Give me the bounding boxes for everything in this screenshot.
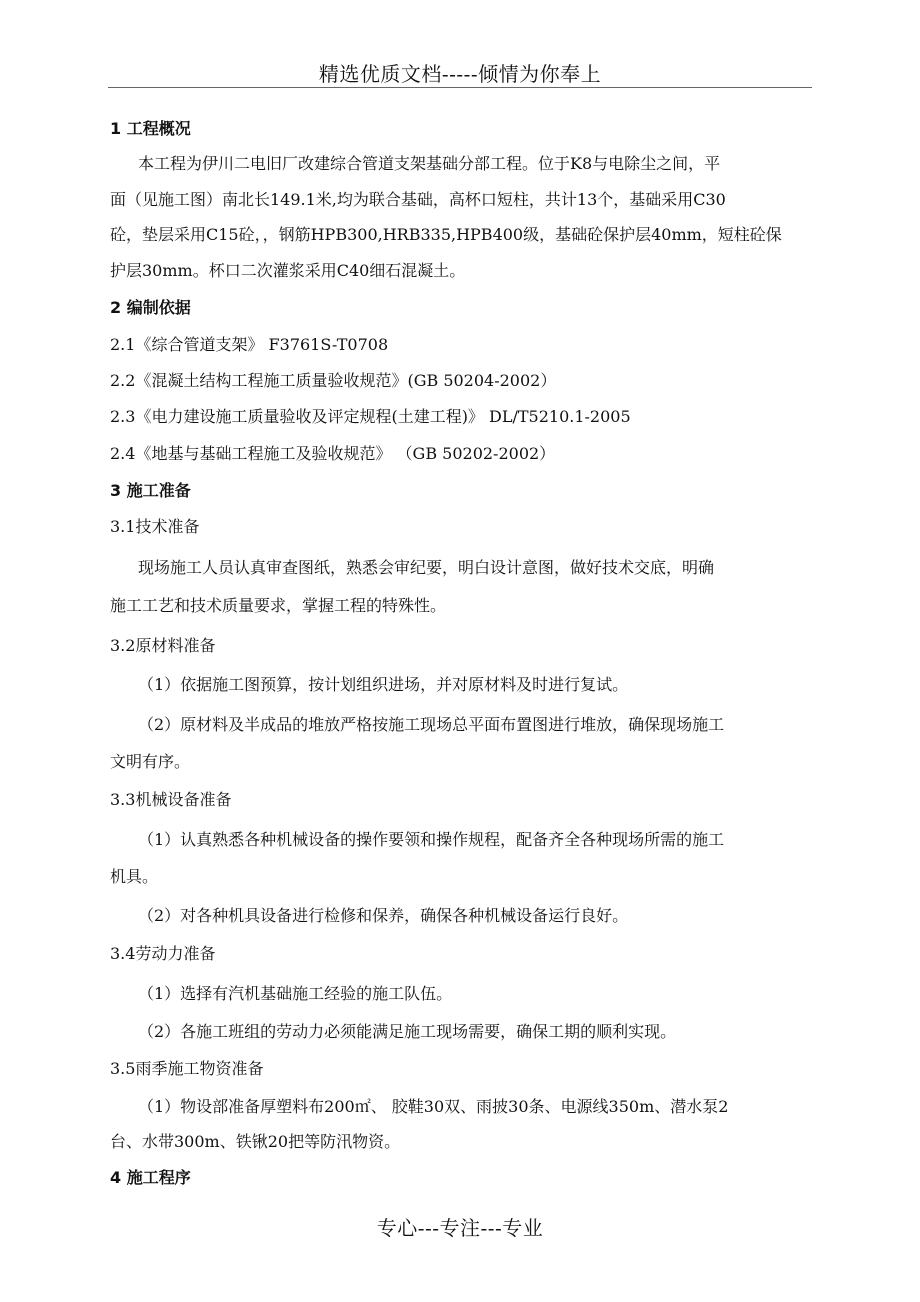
subheading: 3.1技术准备	[110, 517, 200, 536]
list-item-continuation: 机具。	[110, 867, 159, 886]
page-footer: 专心---专注---专业	[376, 1216, 544, 1240]
heading-3: 3 施工准备	[110, 481, 191, 500]
subheading: 3.5雨季施工物资准备	[110, 1059, 264, 1078]
page-header: 精选优质文档-----倾情为你奉上	[318, 62, 602, 86]
list-item: （1）选择有汽机基础施工经验的施工队伍。	[138, 984, 453, 1003]
paragraph-line: 护层30mm。杯口二次灌浆采用C40细石混凝土。	[110, 261, 466, 280]
paragraph-line: 本工程为伊川二电旧厂改建综合管道支架基础分部工程。位于K8与电除尘之间，平	[138, 154, 721, 173]
reference-line: 2.2《混凝土结构工程施工质量验收规范》(GB 50204-2002）	[110, 371, 557, 390]
list-item: （1）依据施工图预算，按计划组织进场，并对原材料及时进行复试。	[138, 675, 629, 694]
subheading: 3.3机械设备准备	[110, 790, 232, 809]
reference-line: 2.4《地基与基础工程施工及验收规范》 （GB 50202-2002）	[110, 444, 556, 463]
heading-4: 4 施工程序	[110, 1168, 191, 1187]
heading-1: 1 工程概况	[110, 119, 191, 138]
header-divider	[108, 87, 812, 88]
reference-line: 2.3《电力建设施工质量验收及评定规程(土建工程)》 DL/T5210.1-2005	[110, 407, 631, 426]
list-item: （1）认真熟悉各种机械设备的操作要领和操作规程，配备齐全各种现场所需的施工	[138, 830, 725, 849]
list-item: （1）物设部准备厚塑料布200㎡、 胶鞋30双、雨披30条、电源线350m、潜水泵2	[138, 1097, 729, 1116]
list-item-continuation: 文明有序。	[110, 752, 191, 771]
paragraph-line: 现场施工人员认真审查图纸，熟悉会审纪要，明白设计意图，做好技术交底，明确	[138, 558, 715, 577]
paragraph-line: 砼，垫层采用C15砼，，钢筋HPB300,HRB335,HPB400级，基础砼保护层40mm，短柱砼保	[110, 225, 782, 244]
reference-line: 2.1《综合管道支架》 F3761S-T0708	[110, 335, 389, 354]
heading-2: 2 编制依据	[110, 298, 191, 317]
paragraph-line: 面（见施工图）南北长149.1米,均为联合基础，高杯口短柱，共计13个，基础采用C30	[110, 190, 726, 209]
list-item-continuation: 台、水带300m、铁锹20把等防汛物资。	[110, 1132, 401, 1151]
list-item: （2）各施工班组的劳动力必须能满足施工现场需要，确保工期的顺利实现。	[138, 1022, 677, 1041]
list-item: （2）原材料及半成品的堆放严格按施工现场总平面布置图进行堆放，确保现场施工	[138, 715, 725, 734]
subheading: 3.2原材料准备	[110, 636, 216, 655]
list-item: （2）对各种机具设备进行检修和保养，确保各种机械设备运行良好。	[138, 906, 629, 925]
subheading: 3.4劳动力准备	[110, 944, 216, 963]
paragraph-line: 施工工艺和技术质量要求，掌握工程的特殊性。	[110, 596, 447, 615]
